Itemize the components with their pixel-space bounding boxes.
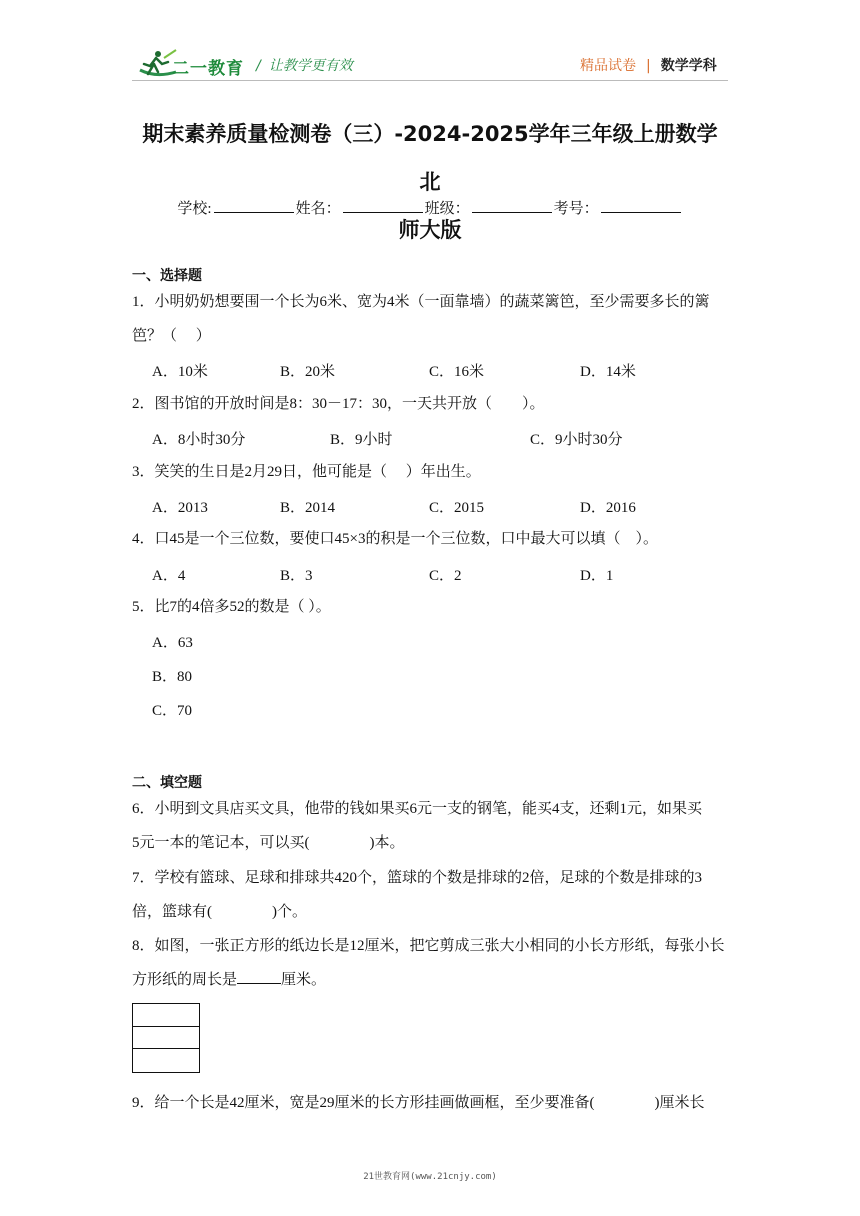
q1-option-c[interactable]: C．16米 xyxy=(429,364,485,380)
slogan-text: 让教学更有效 xyxy=(268,58,353,74)
figure-strip xyxy=(133,1027,199,1050)
q1-option-a[interactable]: A．10米 xyxy=(152,364,208,380)
q3-option-a[interactable]: A．2013 xyxy=(152,500,208,516)
q5-option-b[interactable]: B．80 xyxy=(152,669,193,685)
q2-option-a[interactable]: A．8小时30分 xyxy=(152,432,246,448)
class-label: 班级： xyxy=(424,201,470,217)
q4-option-c[interactable]: C．2 xyxy=(429,568,462,584)
header-right xyxy=(580,55,717,75)
title-line-2: 师大版 xyxy=(398,218,462,242)
q8-line-2-pre: 方形纸的周长是 xyxy=(132,972,238,988)
q4-options xyxy=(152,564,732,586)
section-fill-heading: 二、填空题 xyxy=(132,775,202,791)
q8-line-2 xyxy=(132,963,732,997)
q6-line-2: 5元一本的笔记本，可以买( )本。 xyxy=(132,835,405,851)
question-6 xyxy=(132,792,732,860)
question-2: 2．图书馆的开放时间是8：30－17：30，一天共开放（ ）。 xyxy=(132,396,545,412)
q5-option-a[interactable]: A．63 xyxy=(152,635,193,651)
q1-options xyxy=(152,360,732,382)
q3-option-c[interactable]: C．2015 xyxy=(429,500,485,516)
q2-option-c[interactable]: C．9小时30分 xyxy=(530,432,623,448)
q2-options xyxy=(152,428,732,450)
slogan xyxy=(256,55,353,75)
q7-line-2: 倍，篮球有( )个。 xyxy=(132,904,307,920)
q4-option-d[interactable]: D．1 xyxy=(580,568,614,584)
q3-option-b[interactable]: B．2014 xyxy=(280,500,336,516)
class-blank[interactable] xyxy=(472,198,552,213)
figure-strip xyxy=(133,1049,199,1072)
page-footer: 21世教育网(www.21cnjy.com) xyxy=(363,1172,497,1182)
question-3: 3．笑笑的生日是2月29日，他可能是（ ）年出生。 xyxy=(132,464,481,480)
slogan-separator: / xyxy=(256,58,261,74)
q1-line-1: 1．小明奶奶想要围一个长为6米、宽为4米（一面靠墙）的蔬菜篱笆，至少需要多长的篱 xyxy=(132,294,710,310)
q1-line-2: 笆？（ ） xyxy=(132,328,211,344)
name-label: 姓名： xyxy=(295,201,341,217)
title-line-1: 期末素养质量检测卷（三）-2024-2025学年三年级上册数学北 xyxy=(142,122,718,194)
exam-no-blank[interactable] xyxy=(601,198,681,213)
q1-option-b[interactable]: B．20米 xyxy=(280,364,336,380)
student-info-line xyxy=(132,197,728,218)
q1-option-d[interactable]: D．14米 xyxy=(580,364,636,380)
square-paper-figure xyxy=(132,1003,200,1073)
header-divider: | xyxy=(646,58,651,74)
figure-strip xyxy=(133,1004,199,1027)
q4-option-b[interactable]: B．3 xyxy=(280,568,313,584)
q3-option-d[interactable]: D．2016 xyxy=(580,500,636,516)
school-blank[interactable] xyxy=(214,198,294,213)
header-rule xyxy=(132,80,728,81)
page-header xyxy=(0,0,860,90)
q8-answer-blank[interactable] xyxy=(237,969,281,984)
q2-option-b[interactable]: B．9小时 xyxy=(330,432,393,448)
question-7 xyxy=(132,861,732,929)
question-4: 4．口45是一个三位数，要使口45×3的积是一个三位数，口中最大可以填（ ）。 xyxy=(132,531,658,547)
question-8 xyxy=(132,929,732,997)
logo-text: 二一教育 xyxy=(172,59,244,78)
question-5: 5．比7的4倍多52的数是（ ）。 xyxy=(132,599,331,615)
name-blank[interactable] xyxy=(343,198,423,213)
q6-line-1: 6．小明到文具店买文具，他带的钱如果买6元一支的钢笔，能买4支，还剩1元，如果买 xyxy=(132,801,703,817)
section-choice-heading: 一、选择题 xyxy=(132,268,202,284)
q3-options xyxy=(152,496,732,518)
q7-line-1: 7．学校有篮球、足球和排球共420个，篮球的个数是排球的2倍，足球的个数是排球的3 xyxy=(132,870,703,886)
q8-line-2-post: 厘米。 xyxy=(281,972,327,988)
header-subject: 数学学科 xyxy=(660,58,717,74)
exam-title xyxy=(132,110,728,254)
school-label: 学校: xyxy=(177,201,212,217)
header-tag: 精品试卷 xyxy=(580,58,636,74)
q5-option-c[interactable]: C．70 xyxy=(152,703,193,719)
question-1 xyxy=(132,285,732,353)
exam-no-label: 考号： xyxy=(553,201,599,217)
question-9: 9．给一个长是42厘米，宽是29厘米的长方形挂画做画框，至少要准备( )厘米长 xyxy=(132,1095,705,1111)
q8-line-1: 8．如图，一张正方形的纸边长是12厘米，把它剪成三张大小相同的小长方形纸，每张小长 xyxy=(132,938,725,954)
q4-option-a[interactable]: A．4 xyxy=(152,568,186,584)
